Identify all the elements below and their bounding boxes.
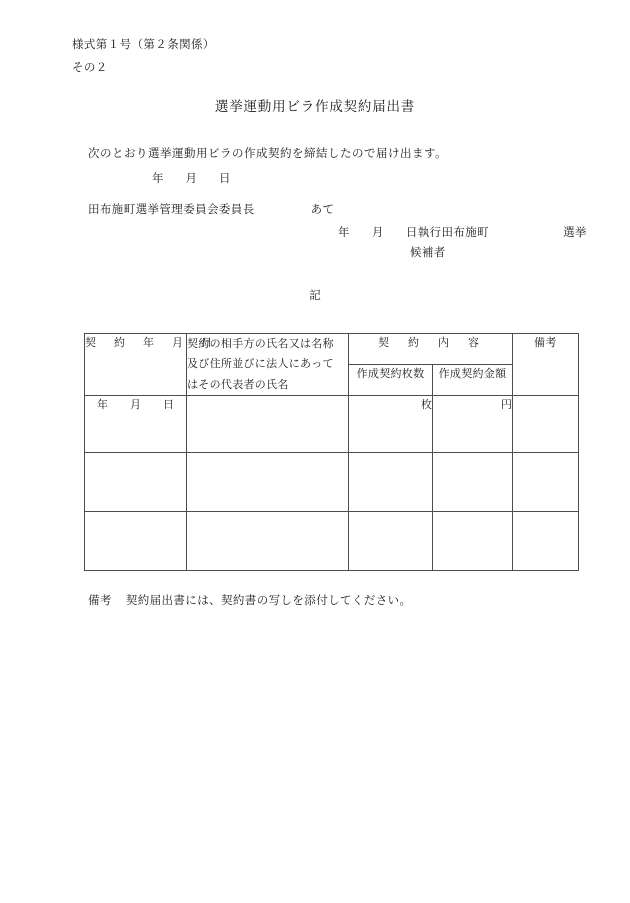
intro-statement: 次のとおり選挙運動用ビラの作成契約を締結したので届け出ます。 (88, 146, 448, 160)
footer-note (88, 592, 411, 608)
document-title: 選挙運動用ビラ作成契約届出書 (214, 99, 416, 115)
submission-date-month: 月 (185, 171, 197, 185)
cell-counterparty[interactable] (187, 453, 349, 512)
footer-note-label: 備考 (88, 593, 112, 607)
election-date-year: 年 (338, 225, 350, 239)
table-row[interactable] (85, 453, 579, 512)
cell-contract-date[interactable] (85, 453, 187, 512)
cell-sheets[interactable] (349, 453, 433, 512)
cell-contract-date[interactable] (85, 396, 187, 453)
header-remarks: 備考 (513, 334, 579, 396)
form-subnumber: その２ (72, 60, 108, 74)
cell-remarks[interactable] (513, 396, 579, 453)
header-counterparty-line1: 契約の相手方の氏名又は名称 (187, 337, 334, 350)
addressee-suffix: あて (310, 202, 335, 216)
cell-counterparty[interactable] (187, 396, 349, 453)
cell-contract-date[interactable] (85, 512, 187, 571)
row-date-year: 年 (97, 398, 108, 412)
election-date-month: 月 (371, 225, 384, 239)
cell-remarks[interactable] (513, 453, 579, 512)
header-counterparty-line2: 及び住所並びに法人にあって (187, 357, 334, 371)
header-sheets: 作成契約枚数 (349, 365, 433, 396)
header-counterparty-line3: はその代表者の氏名 (187, 377, 289, 391)
footer-note-text: 契約届出書には、契約書の写しを添付してください。 (125, 593, 412, 607)
cell-amount[interactable]: 円 (433, 396, 513, 453)
election-label: 選挙 (563, 225, 587, 239)
cell-counterparty[interactable] (187, 512, 349, 571)
cell-amount[interactable] (433, 453, 513, 512)
header-amount: 作成契約金額 (433, 365, 513, 396)
form-number: 様式第１号（第２条関係） (72, 37, 215, 51)
row-date-month: 月 (130, 398, 141, 412)
submission-date-line (152, 170, 231, 186)
header-contract-content: 契 約 内 容 (349, 334, 513, 365)
table-header-row-1 (85, 334, 579, 365)
cell-sheets[interactable]: 枚 (349, 396, 433, 453)
ki-marker: 記 (309, 288, 321, 302)
contract-table (84, 333, 579, 571)
candidate-label: 候補者 (410, 245, 446, 259)
table-row[interactable] (85, 512, 579, 571)
table-row[interactable] (85, 396, 579, 453)
row-date-day: 日 (163, 398, 174, 412)
cell-amount[interactable] (433, 512, 513, 571)
addressee-line (88, 201, 334, 217)
submission-date-year: 年 (152, 171, 164, 185)
election-execution-text: 日執行田布施町 (405, 225, 490, 239)
addressee-name: 田布施町選挙管理委員会委員長 (88, 202, 255, 216)
header-contract-date: 契 約 年 月 日 (85, 334, 187, 396)
submission-date-day: 日 (219, 171, 231, 185)
header-counterparty (187, 334, 349, 396)
cell-sheets[interactable] (349, 512, 433, 571)
election-execution-line (338, 224, 587, 240)
cell-remarks[interactable] (513, 512, 579, 571)
